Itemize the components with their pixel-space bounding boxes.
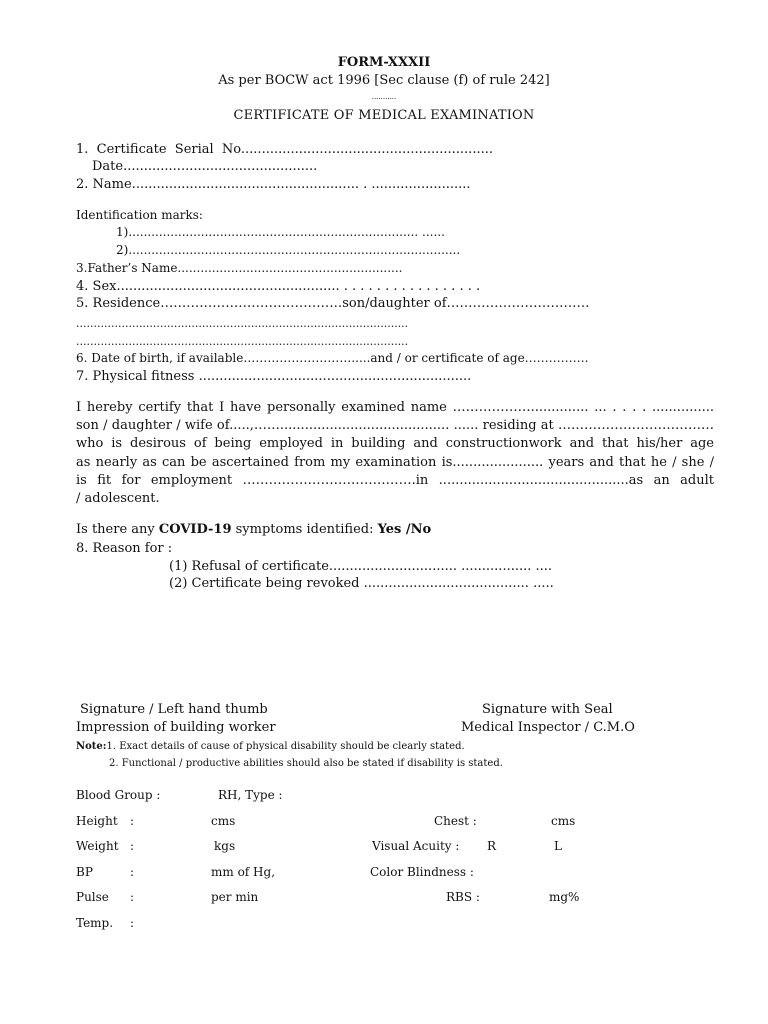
certify-line-1: I hereby certify that I have personally examined name ……………….............. ... . . . . ............... [76, 400, 714, 415]
covid-answer[interactable]: Yes /No [377, 522, 432, 537]
rbs-label: RBS : [446, 890, 480, 904]
weight-label: Weight [76, 839, 119, 853]
pulse-colon: : [130, 890, 135, 904]
certify-line-3: who is desirous of being employed in building and constructionwork and that his/her age [76, 436, 714, 451]
chest-unit: cms [551, 814, 576, 828]
chest-label: Chest : [434, 814, 477, 828]
pulse-unit: per min [211, 890, 259, 904]
bp-colon: : [130, 865, 135, 879]
weight-unit: kgs [214, 839, 236, 853]
sex-field[interactable]: 4. Sex...................................................... . . . . . . . . . . . . . . . . . [76, 279, 481, 294]
signature-seal-line-1: Signature with Seal [482, 702, 613, 717]
residence-line-3[interactable]: ............................................................................................... [76, 335, 409, 348]
height-unit: cms [211, 814, 236, 828]
identification-mark-1[interactable]: 1)............................................................................ ...... [116, 225, 445, 239]
identification-mark-2[interactable]: 2)....................................................................................... [116, 243, 461, 257]
covid-prefix: Is there any [76, 522, 159, 537]
signature-worker-line-2: Impression of building worker [76, 720, 276, 735]
note-2: 2. Functional / productive abilities should also be stated if disability is stated. [109, 758, 503, 769]
date-field[interactable]: Date............................................... [92, 159, 318, 174]
covid-question [76, 523, 431, 536]
height-label: Height [76, 814, 118, 828]
form-number: FORM-XXXII [337, 55, 431, 70]
rh-type-label: RH, Type : [218, 788, 283, 802]
blood-group-label: Blood Group : [76, 788, 161, 802]
serial-number-field[interactable]: 1. Certificate Serial No............................................................. [76, 142, 493, 157]
residence-field[interactable]: 5. Residence……………………………………son/daughter of…………………………… [76, 296, 590, 311]
father-name-field[interactable]: 3.Father’s Name........................................................... [76, 261, 403, 275]
weight-colon: : [130, 839, 135, 853]
temp-label: Temp. [76, 916, 114, 930]
reason-revoked[interactable]: (2) Certificate being revoked ........................................ ..... [169, 576, 554, 591]
certify-line-2: son / daughter / wife of.....,……......................................... ...... residing at ……………………………… [76, 418, 714, 433]
visual-acuity-left: L [554, 839, 562, 853]
page-title: CERTIFICATE OF MEDICAL EXAMINATION [233, 108, 535, 123]
name-field[interactable]: 2. Name....................................................... . ........................ [76, 177, 471, 192]
color-blindness-label: Color Blindness : [370, 865, 474, 879]
form-subtitle: As per BOCW act 1996 [Sec clause (f) of rule 242] [218, 73, 550, 88]
covid-keyword: COVID-19 [158, 522, 232, 537]
visual-acuity-label: Visual Acuity : [372, 839, 460, 853]
reason-refusal[interactable]: (1) Refusal of certificate............................... ................. .... [169, 559, 553, 574]
reason-label: 8. Reason for : [76, 541, 173, 556]
rbs-unit: mg% [549, 890, 580, 904]
height-colon: : [130, 814, 135, 828]
visual-acuity-right: R [487, 839, 497, 853]
temp-colon: : [130, 916, 135, 930]
note-1-text: 1. Exact details of cause of physical disability should be clearly stated. [106, 741, 465, 752]
note-1 [76, 742, 465, 752]
identification-label: Identification marks: [76, 208, 203, 222]
covid-middle: symptoms identified: [231, 522, 378, 537]
pulse-label: Pulse [76, 890, 109, 904]
small-dots: ........... [371, 93, 397, 101]
bp-unit: mm of Hg, [211, 865, 276, 879]
physical-fitness-field[interactable]: 7. Physical fitness .................................................................. [76, 369, 472, 384]
date-of-birth-field[interactable]: 6. Date of birth, if available……………………….....and / or certificate of age……………. [76, 351, 589, 365]
signature-worker-line-1: Signature / Left hand thumb [80, 702, 268, 717]
bp-label: BP [76, 865, 93, 879]
signature-seal-line-2: Medical Inspector / C.M.O [461, 720, 635, 735]
certify-line-4: as nearly as can be ascertained from my examination is...................... years and that he / she / [76, 455, 714, 470]
certify-line-5: is fit for employment ………………………………….in ..............................................as an adult [76, 473, 714, 488]
residence-line-2[interactable]: ............................................................................................... [76, 317, 409, 330]
note-label: Note: [76, 741, 107, 752]
certify-line-6: / adolescent. [76, 491, 160, 506]
